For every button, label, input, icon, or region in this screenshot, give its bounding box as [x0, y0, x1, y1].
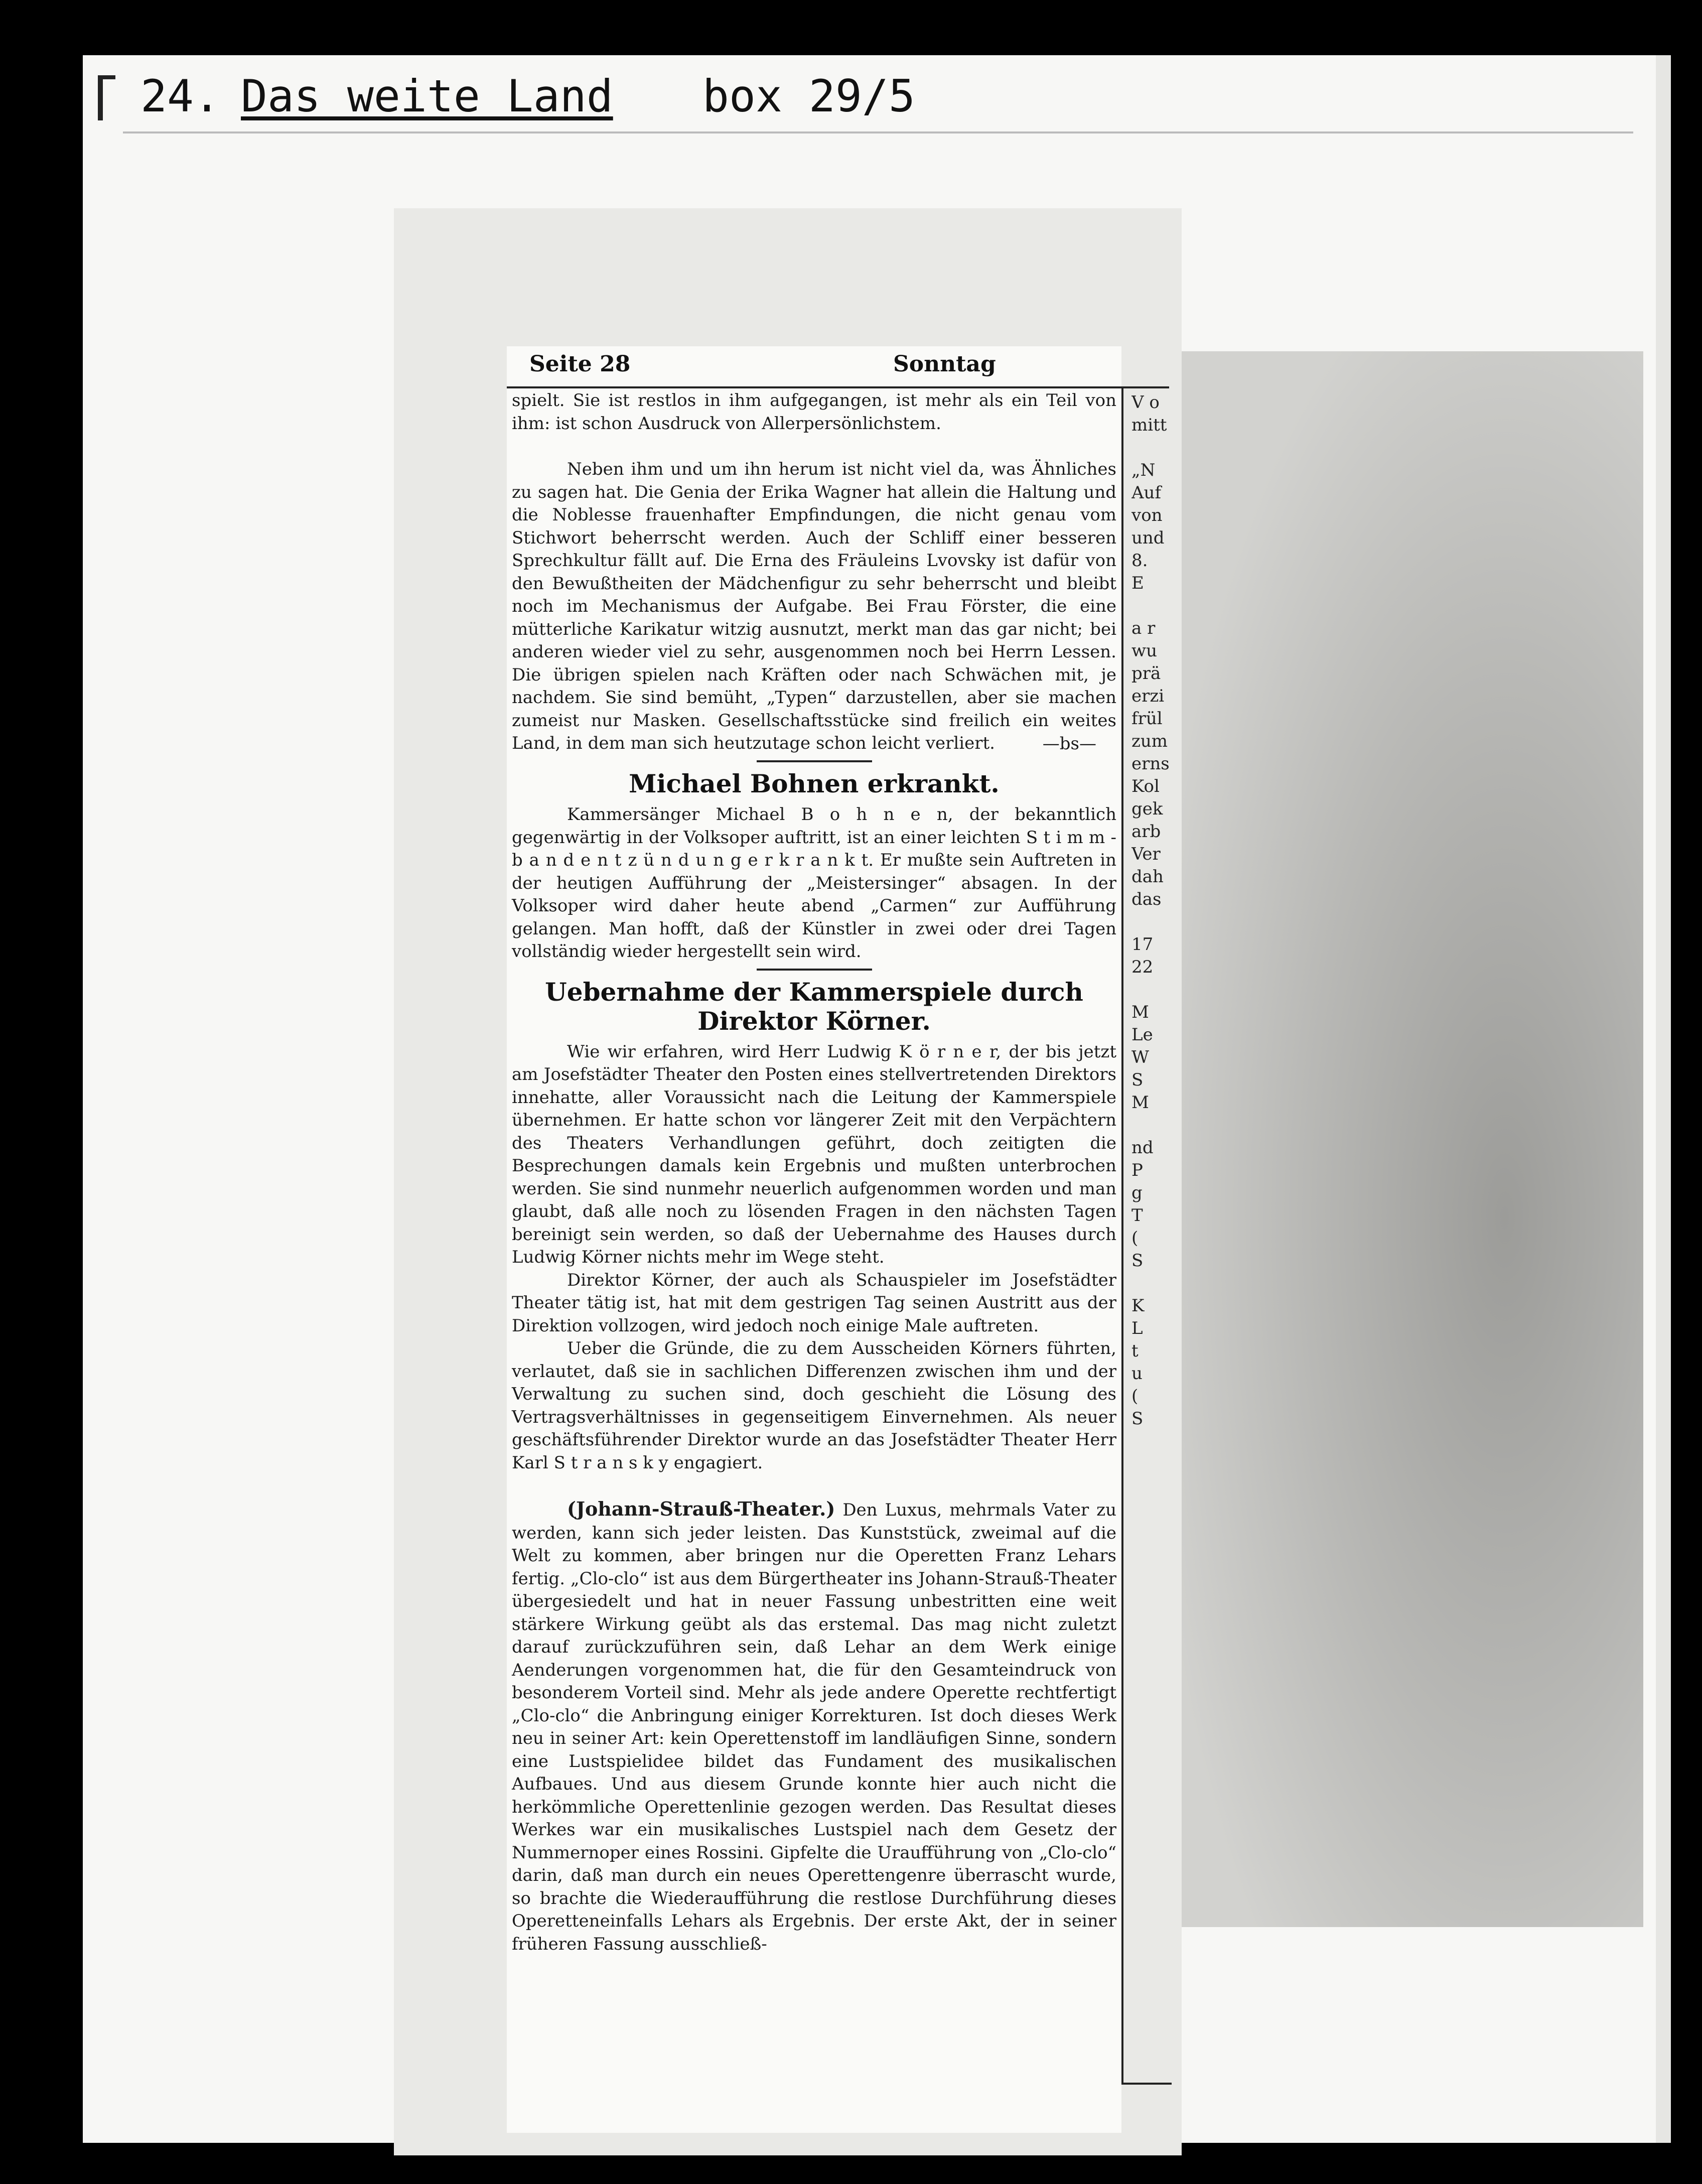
headline-bohnen: Michael Bohnen erkrankt. [629, 769, 1000, 798]
adjacent-page-shadow [1182, 351, 1643, 1927]
paragraph-gap [512, 435, 1116, 458]
strauss-text: Den Luxus, mehrmals Vater zu werden, kann sich jeder leisten. Das Kunststück, zweimal auf die Welt zu kommen, aber bringen nur die Operetten Franz Lehars fertig. „Clo-clo“ ist aus dem Bürgertheater ins Johann-Strauß-Theater übergesiedelt und hat in neuer Fassung unbestritten eine weit stärkere Wirkung geübt als das erstemal. Das mag nicht zuletzt darauf zurückzuführen sein, daß Lehar an dem Werk einige Aenderungen vorgenommen hat, die für den Gesamteindruck von besonderem Vorteil sind. Mehr als jede andere Operette rechtfertigt „Clo-clo“ die Anbringung einiger Korrekturen. Ist doch dieses Werk neu in seiner Art: kein Operettenstoff im landläufigen Sinne, sondern eine Lustspielidee bildet das Fundament des musikalischen Aufbaues. Und aus diesem Grunde konnte hier auch nicht die herkömmliche Operettenlinie gezogen werden. Das Resultat dieses Werkes war ein musikalisches Lustspiel nach dem Gesetz der Nummernoper eines Rossini. Gipfelte die Uraufführung von „Clo-clo“ darin, daß man durch ein neues Operettengenre überrascht wurde, so brachte die Wiederaufführung die restlose Durchführung dieses Operetteneinfalls Lehars als Ergebnis. Der erste Akt, der in seiner früheren Fassung ausschließ- [512, 1500, 1116, 1954]
paragraph-gap [512, 1474, 1116, 1497]
column-rule [1121, 386, 1123, 2083]
kammerspiele-paragraph-1: Wie wir erfahren, wird Herr Ludwig K ö r n e r, der bis jetzt am Josefstädter Theater den Posten eines stellvertretenden Direktors innehatte, aller Voraussicht nach die Leitung der Kammerspiele übernehmen. Er hatte schon vor längerer Zeit mit den Verpächtern des Theaters Verhandlungen geführt, doch zeitigten die Besprechungen damals kein Ergebnis und mußten unterbrochen werden. Sie sind nunmehr neuerlich aufgenommen worden und man glaubt, daß alle noch zu lösenden Fragen in den nächsten Tagen bereinigt sein werden, so daß der Uebernahme des Hauses durch Ludwig Körner nichts mehr im Wege steht. [512, 1041, 1116, 1267]
kammerspiele-paragraph-3: Ueber die Gründe, die zu dem Ausscheiden Körners führten, verlautet, daß sie in sachlichen Differenzen zwischen ihm und der Verwaltung zu suchen sind, doch geschieht die Lösung des Vertragsverhältnisses in gegenseitigem Einvernehmen. Als neuer geschäftsführender Direktor wurde an das Josefstädter Theater Herr Karl S t r a n s k y engagiert. [512, 1338, 1116, 1473]
header-rule [507, 386, 1169, 388]
headline-kammerspiele: Uebernahme der Kammerspiele durch Direktor Körner. [545, 977, 1083, 1036]
archive-box: box 29/5 [702, 70, 915, 122]
review-paragraph-2: Neben ihm und um ihn herum ist nicht viel da, was Ähnliches zu sagen hat. Die Genia der Erika Wagner hat allein die Haltung und die Noblesse frauenhafter Empfindungen, die nicht genau vom Stichwort beherrscht werden. Auch der Schliff einer besseren Sprechkultur fällt auf. Die Erna des Fräuleins Lvovsky ist dafür von den Bewußtheiten der Mädchenfigur zu sehr beherrscht und bleibt noch im Mechanismus der Aufgabe. Bei Frau Förster, die eine mütterliche Karikatur witzig ausnutzt, merkt man das gar nicht; bei anderen wieder viel zu sehr, ausgenommen noch bei Herrn Lessen. Die übrigen spielen nach Kräften oder nach Schwächen mit, je nachdem. Sie sind bemüht, „Typen“ darzustellen, aber sie machen zumeist nur Masken. Gesellschaftsstücke sind freilich ein weites Land, in dem man sich heutzutage schon leicht verliert. [512, 459, 1116, 753]
review-signature: —bs— [1042, 733, 1096, 754]
corner-mark-top [98, 75, 115, 79]
corner-mark [98, 75, 103, 120]
bohnen-paragraph: Kammersänger Michael B o h n e n, der bekanntlich gegenwärtig in der Volksoper auftritt, ist an einer leichten S t i m m - b a n d e n t z ü n d u n g e r k r a n k t. Er mußte sein Auftreten in der heutigen Aufführung der „Meistersinger“ absagen. In der Volksoper wird daher heute abend „Carmen“ zur Aufführung gelangen. Man hofft, daß der Künstler in zwei oder drei Tagen vollständig wieder hergestellt sein wird. [512, 804, 1116, 962]
separator-rule [757, 760, 872, 762]
archive-label [83, 65, 986, 125]
review-paragraph-1: spielt. Sie ist restlos in ihm aufgegangen, ist mehr als ein Teil von ihm: ist schon Ausdruck von Allerpersönlichstem. [512, 390, 1116, 434]
strauss-lead: (Johann-Strauß-Theater.) [567, 1497, 835, 1520]
sheet-edge [1656, 55, 1671, 2143]
neighbor-column-fragment: V o mitt „N Auf von und 8. E a r wu prä erzi frül zum erns Kol gek arb Ver dah das 17 22 M Le W S M nd P g T ( S K L t u ( S [1131, 392, 1170, 1429]
label-rule [123, 131, 1633, 133]
article-body [507, 385, 1121, 1956]
archive-number: 24. [140, 70, 220, 122]
separator-rule [757, 969, 872, 971]
page-header [507, 346, 1121, 385]
page-day: Sonntag [893, 351, 996, 377]
kammerspiele-paragraph-2: Direktor Körner, der auch als Schauspieler im Josefstädter Theater tätig ist, hat mit dem gestrigen Tag seinen Austritt aus der Direktion vollzogen, wird jedoch noch einige Male auftreten. [512, 1270, 1116, 1336]
archive-title: Das weite Land [241, 70, 613, 122]
strauss-paragraph [512, 1497, 1116, 1956]
page-number: Seite 28 [529, 351, 631, 377]
newspaper-clipping [507, 346, 1121, 2133]
